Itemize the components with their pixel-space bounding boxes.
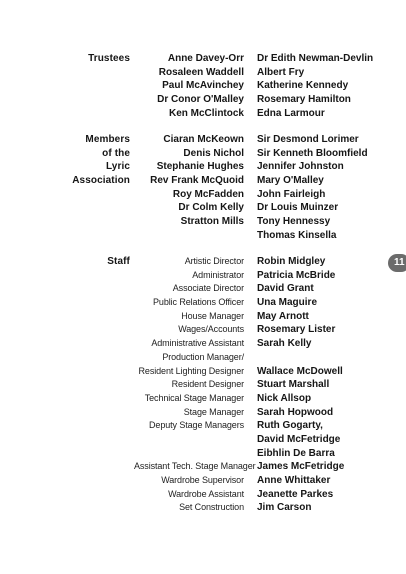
trustees-heading: Trustees xyxy=(88,53,130,64)
staff-name: Anne Whittaker xyxy=(257,475,331,486)
staff-name: Eibhlin De Barra xyxy=(257,447,335,459)
staff-role: Production Manager/ xyxy=(162,351,244,362)
staff-role xyxy=(134,433,244,447)
staff-role: Set Construction xyxy=(179,502,244,513)
trustee-name: Dr Conor O'Malley xyxy=(157,94,244,106)
staff-name: Sarah Hopwood xyxy=(257,406,334,418)
staff-role: Administrator xyxy=(192,269,244,280)
members-left-column xyxy=(134,133,244,229)
staff-role: Wardrobe Assistant xyxy=(168,488,244,499)
staff-role: House Manager xyxy=(181,310,244,321)
staff-roles-column xyxy=(134,255,256,515)
members-heading-line: of the xyxy=(102,147,130,159)
staff-role: Assistant Tech. Stage Manager xyxy=(134,461,256,472)
member-name: Jennifer Johnston xyxy=(257,161,344,173)
trustee-name: Dr Edith Newman-Devlin xyxy=(257,53,374,64)
staff-role: Deputy Stage Managers xyxy=(149,420,244,431)
staff-name: Sarah Kelly xyxy=(257,338,312,350)
staff-role: Wardrobe Supervisor xyxy=(161,475,244,485)
staff-name: David McFetridge xyxy=(257,433,341,445)
trustees-left-column xyxy=(134,52,244,120)
staff-name: James McFetridge xyxy=(257,461,345,473)
members-heading xyxy=(0,133,130,188)
staff-name: Stuart Marshall xyxy=(257,379,330,391)
staff-role xyxy=(134,447,244,461)
staff-role: Associate Director xyxy=(172,283,244,294)
member-name: Rev Frank McQuoid xyxy=(150,175,244,187)
staff-names-column xyxy=(257,255,402,515)
member-name: Thomas Kinsella xyxy=(257,229,337,241)
trustee-name: Anne Davey-Orr xyxy=(167,53,244,64)
members-right-column xyxy=(257,133,402,243)
trustees-right-column xyxy=(257,52,402,120)
member-name: Ciaran McKeown xyxy=(163,134,244,145)
staff-role: Technical Stage Manager xyxy=(144,392,244,403)
member-name: Stratton Mills xyxy=(180,216,244,228)
staff-role: Resident Lighting Designer xyxy=(138,365,244,376)
staff-name: Una Maguire xyxy=(257,297,318,309)
staff-name: Rosemary Lister xyxy=(257,324,336,336)
staff-role: Stage Manager xyxy=(183,406,244,417)
page-number-badge: 11 xyxy=(388,254,406,272)
staff-name: Patricia McBride xyxy=(257,269,336,281)
trustee-name: Paul McAvinchey xyxy=(162,80,244,92)
member-name: Roy McFadden xyxy=(172,188,244,200)
member-name: Mary O'Malley xyxy=(257,175,324,187)
member-name: Stephanie Hughes xyxy=(156,161,244,173)
member-name: Dr Colm Kelly xyxy=(178,202,244,214)
staff-role: Resident Designer xyxy=(171,379,244,390)
staff-name xyxy=(257,351,402,365)
staff-name: Jim Carson xyxy=(257,502,312,514)
member-name: Denis Nichol xyxy=(183,147,244,159)
member-name: Tony Hennessy xyxy=(257,216,331,228)
trustee-name: Katherine Kennedy xyxy=(257,80,349,92)
staff-name: May Arnott xyxy=(257,310,309,322)
members-heading-line: Lyric xyxy=(105,161,130,173)
staff-name: Ruth Gogarty, xyxy=(257,420,323,432)
trustee-name: Rosemary Hamilton xyxy=(257,94,351,106)
staff-role: Administrative Assistant xyxy=(151,338,244,349)
staff-name: David Grant xyxy=(257,283,314,295)
trustee-name: Edna Larmour xyxy=(257,107,325,119)
member-name: John Fairleigh xyxy=(257,188,326,200)
staff-name: Wallace McDowell xyxy=(257,365,343,377)
staff-name: Robin Midgley xyxy=(257,256,326,267)
staff-role: Wages/Accounts xyxy=(178,324,244,335)
trustee-name: Albert Fry xyxy=(257,66,305,78)
staff-role: Public Relations Officer xyxy=(153,297,244,308)
staff-role: Artistic Director xyxy=(184,256,244,266)
trustee-name: Rosaleen Waddell xyxy=(158,66,244,78)
members-heading-line: Association xyxy=(72,175,130,187)
members-heading-line: Members xyxy=(85,134,130,145)
staff-heading: Staff xyxy=(107,256,130,267)
staff-name: Jeanette Parkes xyxy=(257,488,334,500)
member-name: Sir Desmond Lorimer xyxy=(257,134,359,145)
member-name: Sir Kenneth Bloomfield xyxy=(257,147,368,159)
trustee-name: Ken McClintock xyxy=(168,107,244,119)
member-name: Dr Louis Muinzer xyxy=(257,202,339,214)
staff-name: Nick Allsop xyxy=(257,392,312,404)
